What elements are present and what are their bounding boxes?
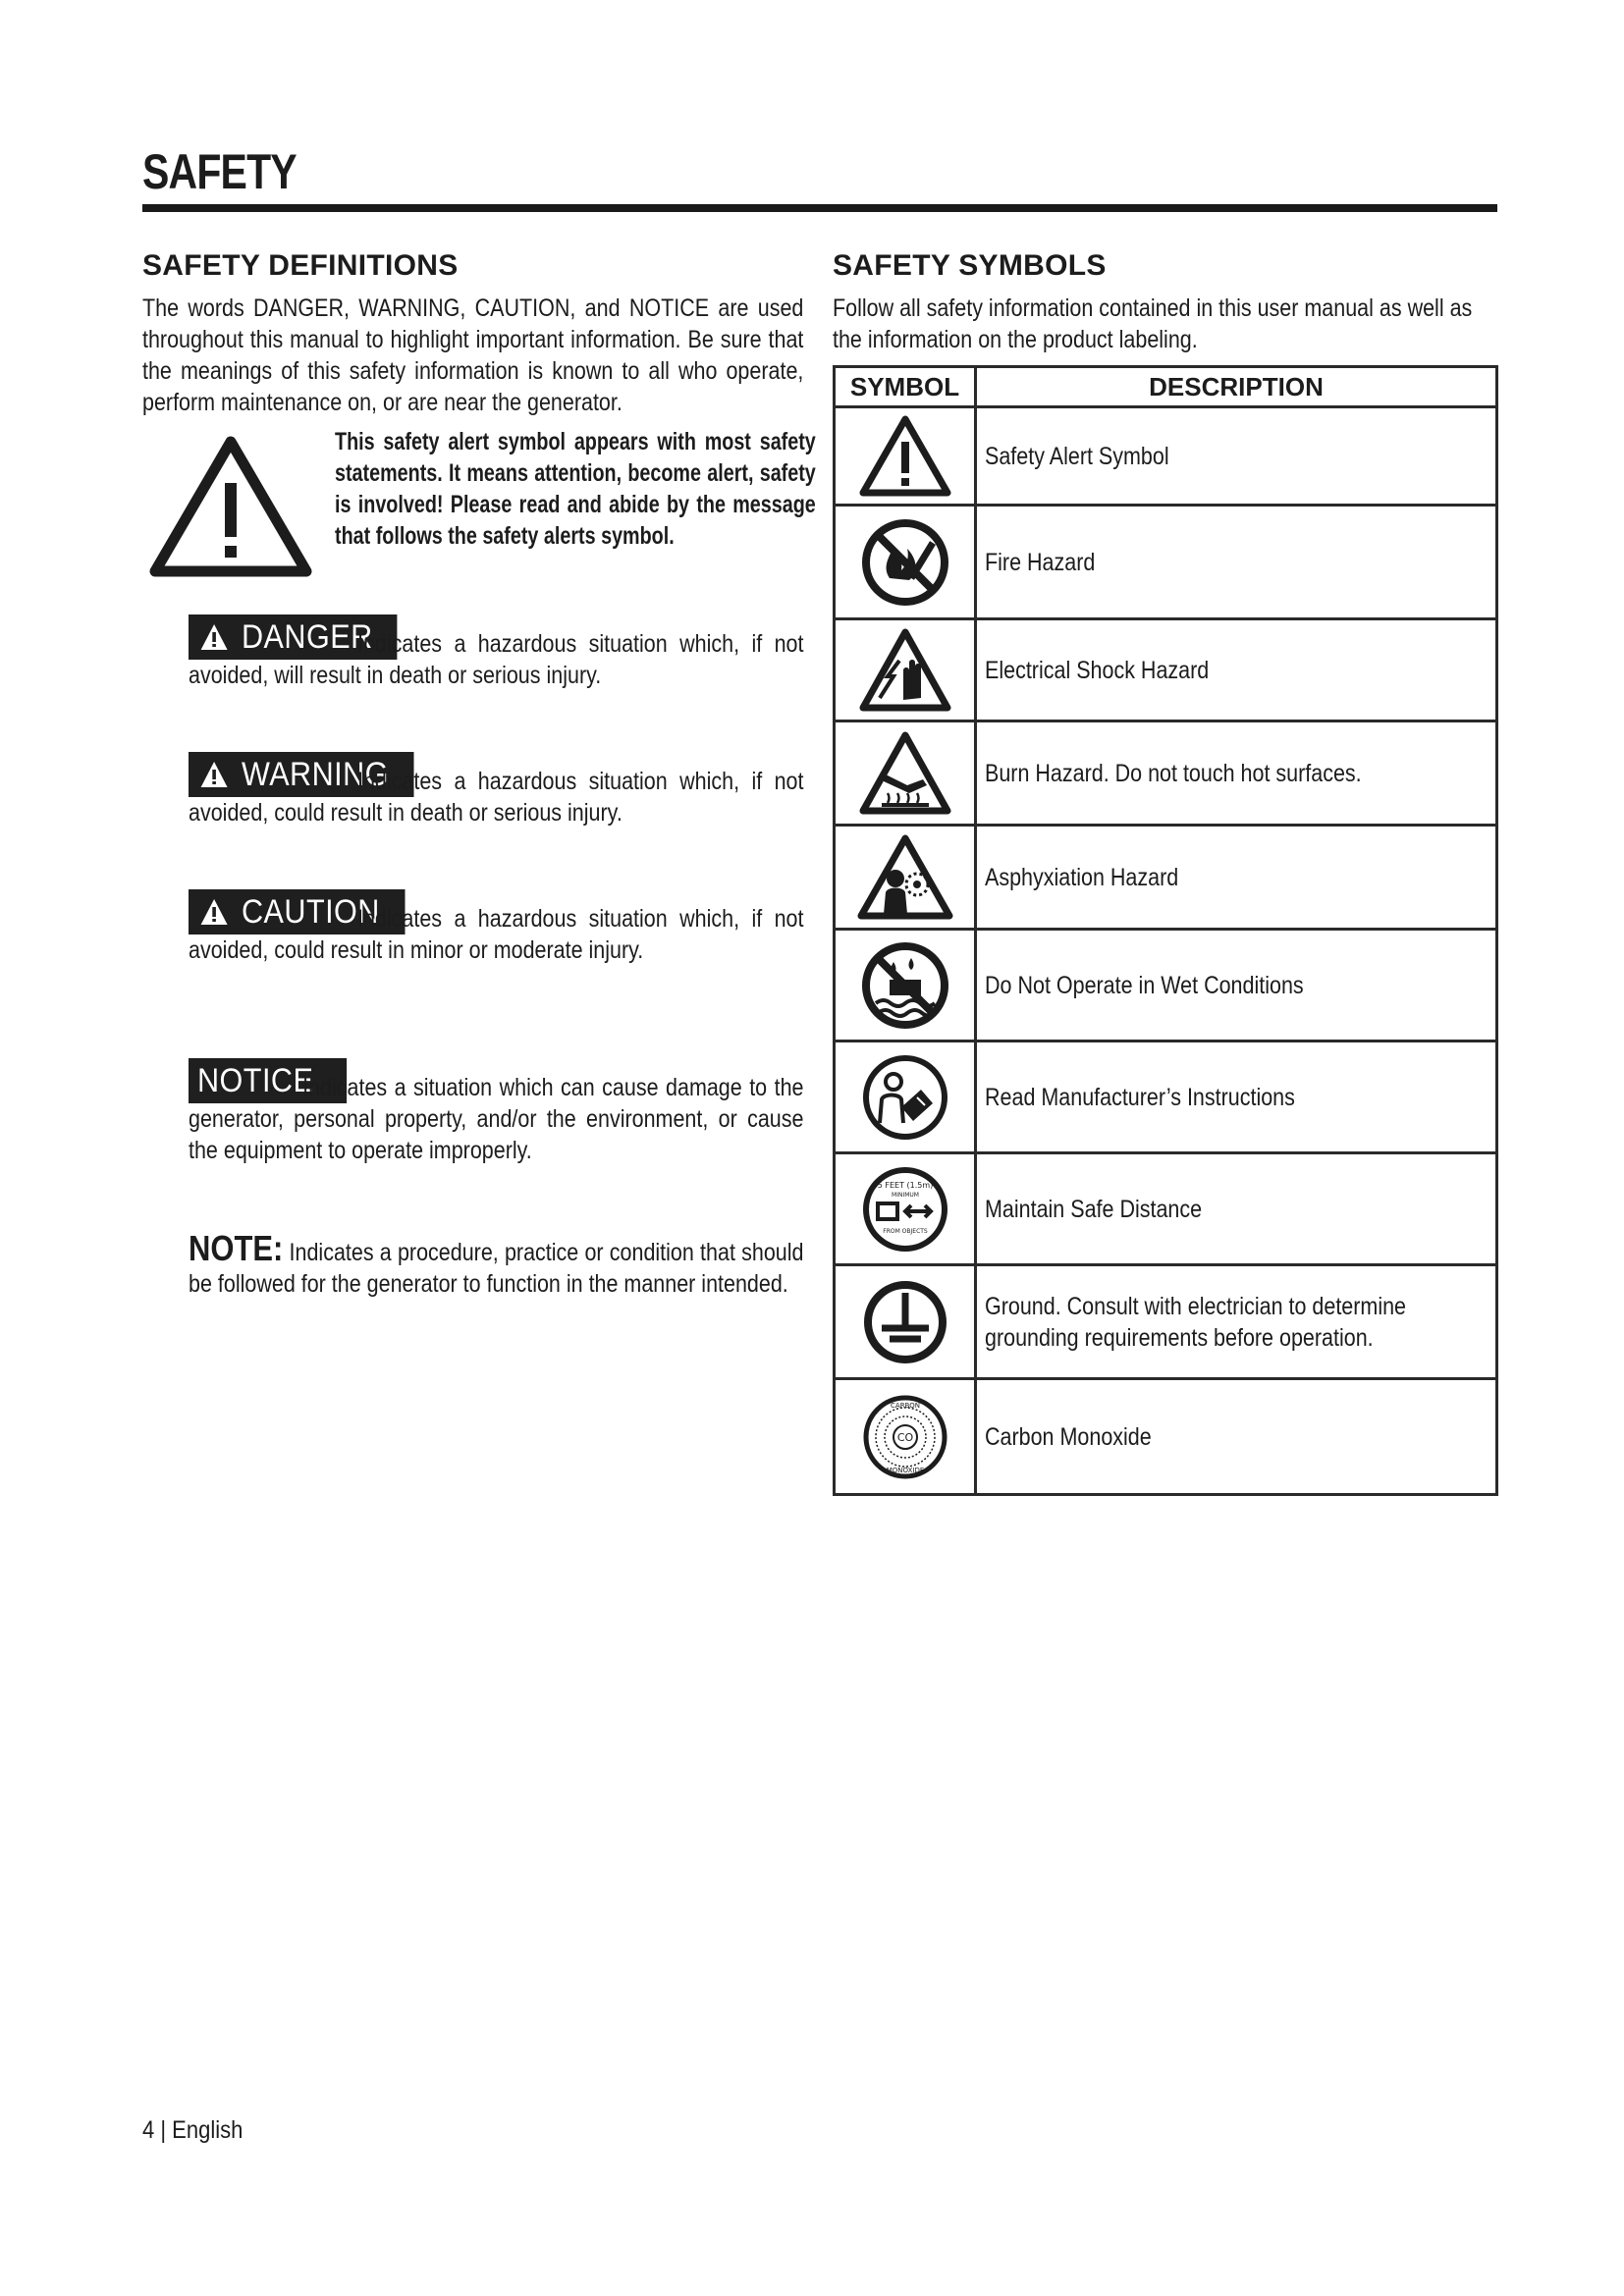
note-text: Indicates a procedure, practice or condition that should be followed for the generator to function in the manner intended.	[189, 1239, 804, 1298]
note-definition	[189, 1228, 805, 1300]
symbol-description: Carbon Monoxide	[985, 1422, 1152, 1451]
symbol-description: Burn Hazard. Do not touch hot surfaces.	[985, 759, 1362, 787]
asphyxiation-icon	[856, 833, 954, 922]
table-row	[835, 1265, 1497, 1379]
safety-symbols-table	[833, 365, 1498, 1496]
danger-definition	[189, 614, 805, 730]
safe-distance-icon	[860, 1164, 950, 1255]
table-row	[835, 1041, 1497, 1153]
carbon-monoxide-icon	[860, 1392, 950, 1482]
icon-text: CARBON	[890, 1401, 920, 1410]
burn-hazard-icon	[858, 730, 952, 817]
notice-label: NOTICE	[189, 1058, 348, 1103]
symbol-description: Safety Alert Symbol	[985, 442, 1169, 470]
table-row	[835, 721, 1497, 826]
no-wet-conditions-icon	[860, 940, 950, 1031]
table-row	[835, 506, 1497, 619]
icon-text: MINIMUM	[891, 1191, 919, 1199]
caution-text: Indicates a hazardous situation which, if not avoided, could result in minor or moderate injury.	[189, 905, 804, 964]
icon-text: FROM OBJECTS	[882, 1227, 928, 1235]
fire-hazard-icon	[860, 517, 950, 608]
safety-symbols-heading: SAFETY SYMBOLS	[833, 249, 1107, 282]
alert-symbol-text: This safety alert symbol appears with most safety statements. It means attention, become alert, safety is involved! Please read and abide by the message that follows the safety alerts symbol.	[335, 428, 816, 550]
description-column-header: DESCRIPTION	[976, 367, 1497, 407]
caution-label: CAUTION	[189, 889, 405, 934]
page-footer: 4 | English	[142, 2116, 244, 2144]
danger-label: DANGER	[189, 614, 398, 660]
icon-text: CO	[896, 1430, 913, 1444]
warning-label: WARNING	[189, 752, 413, 797]
table-row	[835, 407, 1497, 506]
page-title: SAFETY	[142, 144, 297, 199]
table-row	[835, 930, 1497, 1041]
symbol-description: Do Not Operate in Wet Conditions	[985, 971, 1304, 999]
symbol-description: Electrical Shock Hazard	[985, 656, 1210, 684]
ground-icon	[860, 1277, 950, 1367]
note-paragraph	[189, 1228, 804, 1300]
safety-definitions-section	[142, 249, 816, 1300]
table-row	[835, 619, 1497, 721]
symbol-description: Maintain Safe Distance	[985, 1195, 1203, 1223]
table-row	[835, 826, 1497, 930]
warning-text: Indicates a hazardous situation which, if not avoided, could result in death or serious injury.	[189, 768, 804, 827]
symbols-intro: Follow all safety information contained in this user manual as well as the information on the product labeling.	[833, 294, 1473, 353]
notice-text: Indicates a situation which can cause damage to the generator, personal property, and/or the environment, or cause the equipment to operate improperly.	[189, 1074, 804, 1164]
danger-text: Indicates a hazardous situation which, if not avoided, will result in death or serious injury.	[189, 630, 804, 689]
safety-definitions-heading: SAFETY DEFINITIONS	[142, 249, 459, 282]
read-manual-icon	[860, 1052, 950, 1143]
icon-text: 5 FEET (1.5m)	[877, 1180, 933, 1190]
symbol-column-header: SYMBOL	[835, 367, 976, 407]
alert-block	[142, 426, 816, 593]
symbol-description: Asphyxiation Hazard	[985, 863, 1179, 891]
table-row	[835, 1379, 1497, 1495]
safety-alert-large-icon	[147, 434, 314, 581]
icon-text: MONOXIDE	[886, 1466, 924, 1474]
symbol-description: Fire Hazard	[985, 548, 1096, 576]
safety-symbols-section	[833, 249, 1498, 355]
electrical-shock-icon	[858, 627, 952, 714]
table-header-row	[835, 367, 1497, 407]
warning-definition	[189, 752, 805, 868]
caution-definition	[189, 889, 805, 1037]
signal-word-definitions	[189, 614, 805, 1300]
definitions-intro: The words DANGER, WARNING, CAUTION, and NOTICE are used throughout this manual to highlight important information. Be sure that the meanings of this safety information is known to all who operate, perform maintenance on, or are near the generator.	[142, 294, 804, 416]
symbol-description: Ground. Consult with electrician to determine grounding requirements before operation.	[985, 1292, 1407, 1352]
table-row	[835, 1153, 1497, 1265]
title-rule	[142, 204, 1497, 212]
notice-definition	[189, 1058, 805, 1203]
symbol-description: Read Manufacturer’s Instructions	[985, 1083, 1295, 1111]
safety-alert-icon	[858, 414, 952, 499]
note-label: NOTE:	[189, 1228, 284, 1268]
